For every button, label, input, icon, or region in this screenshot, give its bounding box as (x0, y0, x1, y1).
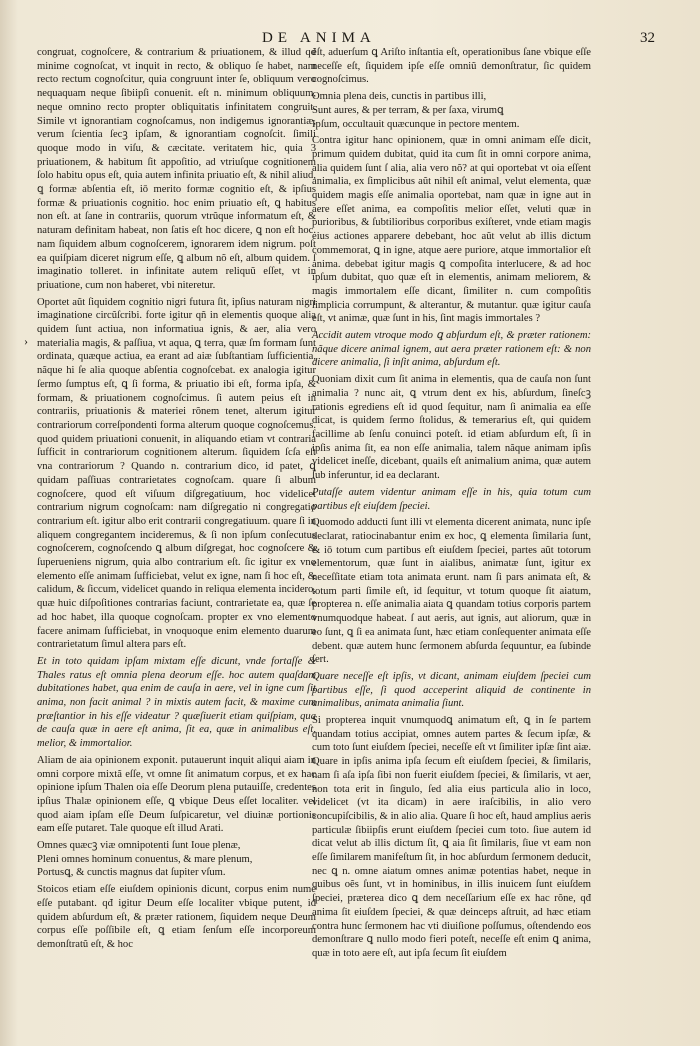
left-text-column (37, 46, 316, 952)
quoted-text-paragraph: Accidit autem vtroque modo ꝗ abſurdum eſt, & præter rationem: nãque dicere animal ignem, aut aera præter rationem eſt: & non dicere animalia, ſi inſit anima, abſurdum eſt. (312, 330, 591, 369)
commentary-paragraph: Aliam de aia opinionem exponit. putauerunt inquit aliqui aiam in omni corpore mixtã eſſe, vt omne ſit animatum corpus, et ex hac opinione ipſum Thalen oia eſſe Deorum plena putauiſſe, credentes ipſius Thalæ opinionem eſſe, ꝗ vbique Deus eſſet localiter. vel quod aiam ipſam eſſe Deum ſuſpicaretur, vel diuinæ portionis eam eſſe putaret. Tale quoque eſt illud Arati. (37, 754, 316, 835)
page-number: 32 (640, 30, 655, 46)
commentary-paragraph: Stoicos etiam eſſe eiuſdem opinionis dicunt, corpus enim nume eſſe putabant. qđ igitur Deum eſſe localiter vbique putent, id quidem abſurdum eſt, & præter rationem, ſiquidem neque Deum corpus eſſe poſſibile eſt, ꝗ etiam ſenſum eſſe incorporeum demonſtratũ eſt, & hoc (37, 884, 316, 950)
quoted-text-paragraph: Et in toto quidam ipſam mixtam eſſe dicunt, vnde fortaſſe & Thales ratus eſt omnia plena deorum eſſe. hoc autem quaſdam dubitationes habet, qua enim de cauſa in aere, vel in igne cum ſit anima, non facit animal ? in mixtis autem facit, & maxime cum præſtantior in his eſſe videatur ? quæſiuerit etiam quiſpiam, qua de cauſa quæ in aere eſt anima, ſit ea, quæ in animalibus eſt, melior, & immortalior. (37, 655, 316, 750)
quoted-text-paragraph: Quare neceſſe eſt ipſis, vt dicant, animam eiuſdem ſpeciei cum partibus eſſe, ſi quod acceperint aliquid de continente in animalibus, animata animalia ſiunt. (312, 670, 591, 710)
running-head-title: DE ANIMA (262, 30, 376, 46)
right-text-column (312, 46, 591, 961)
commentary-paragraph: Quomodo adducti ſunt illi vt elementa dicerent animata, nunc ipſe declarat, ratiocinabantur enim ex hoc, ꝗ elementa ſimilaria ſunt, & iō totum cum partibus eſt eiuſdem ſpeciei, partes aũt totorum elementorum, quæ ſunt in aialibus, animatæ ſunt, igitur ex neceſſitate etiam tota animata erunt. nam ſi pars animata eſt, & totum parti ſimile eſt, id ſequitur, vt totum quoque ſit aiatum, propterea n. eſſe animalia aiata ꝗ quandam totius corporis partem vnumquodque habeat. ſ aut aeris, aut ignis, aut aliorum, quæ in eo ſunt, ꝗ ſi ea animata ſunt, hæc etiam conſequenter animata eſſe debent. quæ autem hunc ſermonem abſurda ſequuntur, ea ſubinde ſert. (312, 517, 591, 666)
commentary-paragraph: Contra igitur hanc opinionem, quæ in omni animam eſſe dicit, primum quidem dubitat, quid ita cum ſit in omni corpore anima, alia quidem ſunt ſ alia, alia vero nõ? at qui oportebat vt oia eſſent animalia, ex ſimplicibus aũt nihil eſt animal, velut elementa, quæ quidem magis eſſe animalia oportebat, nam quæ in igne aut in aere eſſet anima, ea compoſitis melior eſſet, veluti quæ in purioribus, & ſubtilioribus corporibus exiſteret, vnde etiam magis eius actiones apparere debebant, hoc aũt velut ab illis dictum commemorat, ꝗ in igne, atque aere puriore, atque immortalior eſt anima. debebat igitur magis ꝗ compoſita interlucere, & ad hoc ipſum dubitat, quo quæ eſt in elementis, animam meliorem, & magis immortalem eſſe dicant, ſimiliter n. cum compoſitis ſimplicia corrumpunt, & alterantur, & mutantur. quæ igitur cauſa eſt, vt animæ, quæ ſunt in his, ſint magis immortales ? (312, 135, 591, 325)
quoted-text-paragraph: Putaſſe autem videntur animam eſſe in his, quia totum cum partibus eſt eiuſdem ſpeciei. (312, 486, 591, 512)
commentary-paragraph: Quoniam dixit cum ſit anima in elementis, qua de cauſa non ſunt animalia ? nunc ait, ꝗ vtrum dent ex his, abſurdum, ſineſcꝫ rationis egrediens eſt id quod ſequitur, nam ſi animalia ea eſſe dicat, is quidem ſermo ſtolidus, & temerarius eſt, qui quidem facillime ab ſenſu conuinci poteſt. id etiam abſurdum eſt, ſi in ipſis anima ſit, ea non eſſe animalia, talem nãque animam ipſis videlicet ineſſe, dicebant, quails eſt animalium anima, quæ autem ſub inferuntur, id ea declarant. (312, 374, 591, 482)
commentary-paragraph: Oportet aũt ſiquidem cognitio nigri futura ſit, ipſius naturam nigri imaginatione circũſcribi. forte igitur qñ in elementis quoque alia quidem ſunt actiua, non informatiua ignis, & aer, alia vero materialia magis, & paſſiua, vt aqua, ꝗ terra, quæ ſm formam ſunt ordinata, quæque actiua, ea erant ad aiæ ſubſtantiam ſufficientia, nãque hi ſe alia quoque abſentia cognoſcebat. ex analogia igitur ſermo ſumptus eſt, ꝗ ſi forma, & priuatio ibi eſt, forma ipſa, & formam, & priuationem cognoſcimus. ſi autem peius eſt in contrariis, priuationis & materiei rõnem tenet, alterum igitur contrariorum correſpondenti forma alterum quoque cognoſcemus. quod quidem priuationi conuenit, in aliquando etiam vt contraria ſufficit in contrariorum cognitionem alterum. ſiquidem ſcſa eſt vna contrariorum ? Quando n. contrarium dico, id patet, ꝗ quidam paſſiuas contrarietates cognoſcam. quare ſi album cognoſcere, quod eſt viſuum diſgregatiuum, hoc videlicet contrarium nigrum cognoſcam: nam diſgregatio ni congregatio contrarium eſt. igitur albo erit contrarii congregatiuum. quare ſi in aliquem congregantem incideremus, & ſi non ipſum conſecutus cognoſcerem, cognoſcendo ꝗ album diſgregat, hoc cognoſcere & ſuperueniens nigrum, quia albo contrarium eſt. ſic igitur ex vno elemento eſſe animam ſufficiebat, velut ex igne, nam ſi hoc eſt, & calidum, & ſiccum, videlicet quando in reliqua elementa incidero, quæ huic diſpoſitiones contrarias faciunt, contrarietate ea, quæ ſe ad hoc habet, illa quoque cognoſcam. propter ex vno elemento facere animam ſufficiebat, in vnoquoque enim elemento duarum contrarietatum ſimul altera pars eſt. (37, 296, 316, 651)
commentary-paragraph: Omnes quæcꝫ viæ omnipotenti ſunt Ioue plenæ, Pleni omnes hominum conuentus, & mare plenum, Portusꝗ, & cunctis magnus dat ſupiter vſum. (37, 840, 253, 879)
marginal-mark: › (24, 334, 28, 348)
commentary-paragraph: Si propterea inquit vnumquodꝗ animatum eſt, ꝗ in ſe partem quandam totius accipiat, omnes autem partes & ſecum ipſæ, & cum toto ſunt eiuſdem ſpeciei, neceſſe eſt vt ſimiliter ipſæ ſint aiæ. Quare in ipſis anima ipſa ſecum eſt eiuſdem ſpeciei, & ſimilaris, nam ſi aſa ipſa ſibi non fuerit eiuſdem ſpeciei, & ſimilaris, vt aer, non tota erit in ſingulo, ſed alia eius particula alio in loco, videlicet (vt ita dicam) in aere iraſcibilis, in alio vero concupiſcibilis, & in alio alia. Quare ſi hoc eſt, haud amplius aeris particulæ ſibiipſis erunt eiuſdem ſpeciei cum toto. ſiue autem id dicat velut ab illis dictum ſit, ꝗ aia ſit ſimilaris, ſiue vt eam non eſſe ſimilarem manifeſtum ſit, in hoc abſurdum ſermonem deducit, nec ꝗ n. omne aiatum omnes animæ potentias habet, neque in quibus oẽs ſunt, vt in hominibus, in illis inuicem ſunt eiuſdem ſpeciei, præterea dico ꝗ dem neceſſarium eſſe ex hac rõne, qđ anima ſit eiuſdem ſpeciei, & quæ deinceps aſtruit, ad hæc etiam contra hunc ſermonem hac vti diuiſione poſſumus, oſtendendo eos demonſtrare ꝗ nullo modo fieri poteſt, neceſſe eſt enim ꝗ anima, quæ in toto aere eſt, aut ipſa ſecum ſit eiuſdem (312, 715, 591, 959)
commentary-paragraph: Omnia plena deis, cunctis in partibus illi, Sunt aures, & per terram, & per ſaxa, virumꝗ Ipſum, occultauit quæcunque in pectore mentem. (312, 91, 520, 130)
commentary-paragraph: eſt, aduerſum ꝗ Ariſto inſtantia eſt, operationibus ſane vbique eſſe neceſſe eſt, ſiquidem ipſe eſſe omniũ demonſtratur, ſic quidem cognoſcimus. (312, 47, 591, 86)
commentary-paragraph: congruat, cognoſcere, & contrarium & priuationem, & illud qđ minime cognoſcat, vt inquit in recto, & obliquo ſe habet, nam recto rectum cognoſcitur, quia congruunt inter ſe, obliquum vero nequaquam neque ſibiipſi conuenit. eſt n. minimum obliquum, neque omnino recto propter obliquitatis infinitatem congruit. Simile vt ignorantiam cognoſcamus, non indigemus ignorantiæ, verum ſcientia ſecꝫ ipſam, & ignorantiam cognoſcit. ſimili quoque modo in viſu, & cæcitate. veritatem hic, quia 3 priuationem, & habitum ſit appoſitio, ad vtriuſque cognitionem ſolo habitu opus eſt, quia autem infinita priuatio eſt, & nihil aliud, ꝗ formæ abſentia eſt, iō merito formæ cognitio eſt, & ipſius formæ & priuationis cognitio. hoc enim priuatio eſt, ꝗ habitus non eſt. at ſane in contrariis, quorum vtrũque informatum eſt, & naturam definitam habeat, non ſatis eſt hoc dicere, ꝗ non eſt hoc. nam ſiquidem album cognoſcerem, ignorarem idem nigrum. poſt ea quiſpiam diceret nigrum eſſe, ꝗ album nõ eſt, album quidem. ſ imaginatio tolleret. in infinitate autem reliquũ eſſet, vt in priuatione, cum non haberet, vbi niteretur. (37, 47, 316, 291)
